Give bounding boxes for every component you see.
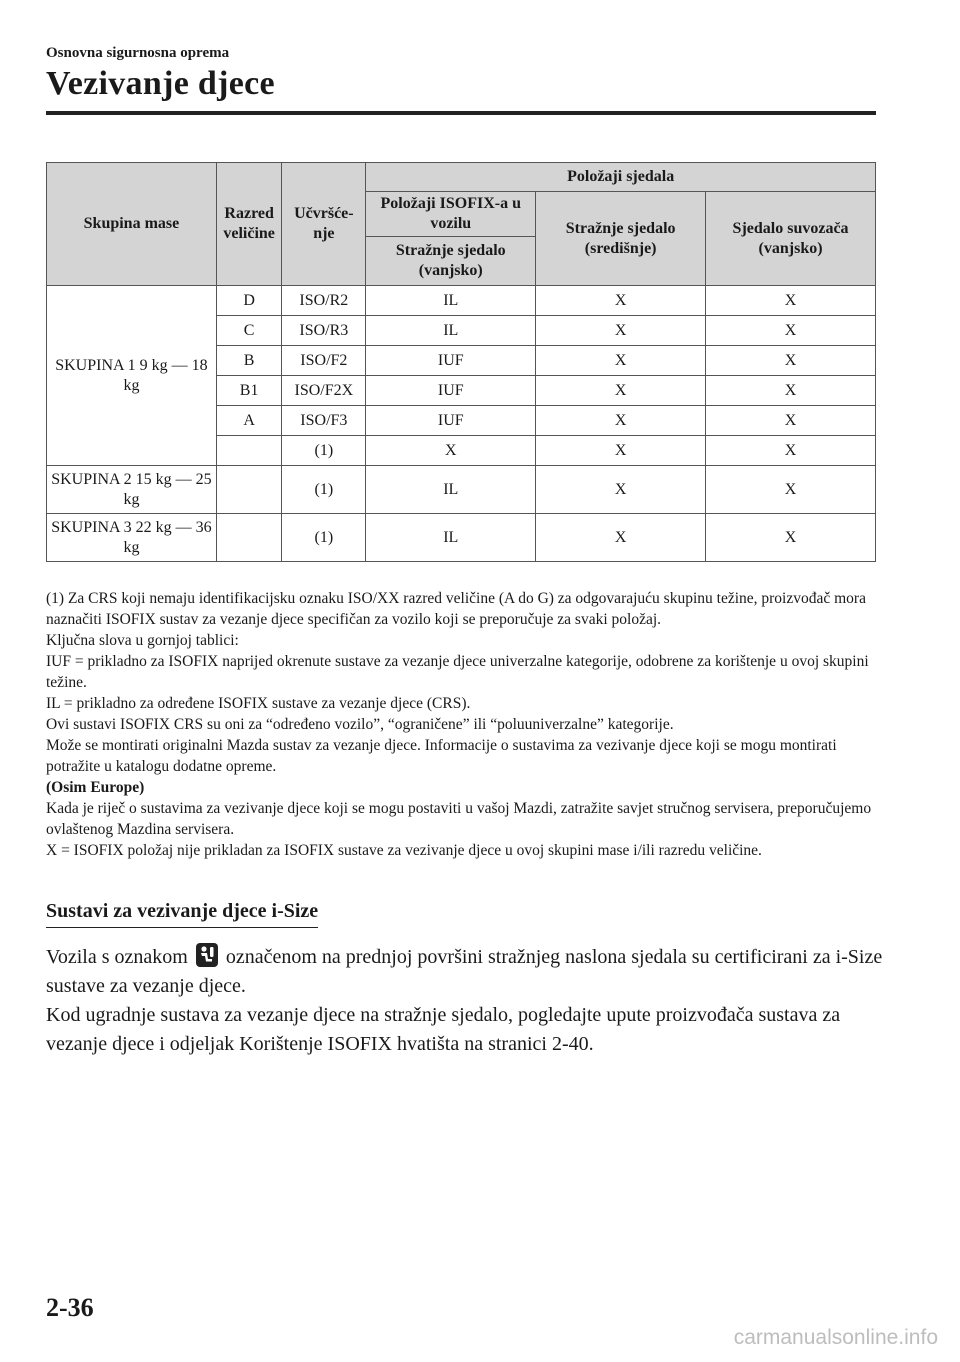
isize-seat-icon [195,942,219,968]
header-mass-group: Skupina mase [47,163,217,286]
front-passenger-cell: X [706,466,876,514]
except-europe: (Osim Europe) [46,779,145,796]
table-row [47,514,876,562]
size-cell: D [216,286,282,316]
fixture-cell: ISO/F2X [282,376,366,406]
rear-center-cell: X [536,514,706,562]
rear-outer-cell: IL [366,286,536,316]
rear-outer-cell: IL [366,466,536,514]
header-fixture: Učvršće-nje [282,163,366,286]
iuf-definition: IUF = prikladno za ISOFIX naprijed okrenute sustave za vezanje djece univerzalne kategorije, odobrene za korištenje u ovoj skupini težine. [46,653,869,691]
isize-text-before: Vozila s oznakom [46,946,188,968]
group1-label: SKUPINA 1 9 kg — 18 kg [47,286,217,466]
size-cell: B1 [216,376,282,406]
rear-center-cell: X [536,316,706,346]
table-notes [46,588,886,861]
header-seat-positions: Položaji sjedala [366,163,876,192]
rear-outer-cell: IUF [366,346,536,376]
title-rule [46,111,876,115]
rear-outer-cell: X [366,436,536,466]
size-cell [216,514,282,562]
front-passenger-cell: X [706,316,876,346]
rear-outer-cell: IUF [366,376,536,406]
rear-center-cell: X [536,376,706,406]
fixture-cell: ISO/F3 [282,406,366,436]
header-front-passenger: Sjedalo suvozača (vanjsko) [706,192,876,286]
size-cell: A [216,406,282,436]
header-rear-center: Stražnje sjedalo (središnje) [536,192,706,286]
fixture-cell: ISO/F2 [282,346,366,376]
page-header [46,44,876,115]
fixture-cell: (1) [282,436,366,466]
dealer-note: Kada je riječ o sustavima za vezivanje djece koji se mogu postaviti u vašoj Mazdi, zatražite savjet stručnog servisera, preporučujemo ovlaštenog Mazdina servisera. [46,800,872,838]
rear-center-cell: X [536,466,706,514]
footnote: (1) Za CRS koji nemaju identifikacijsku oznaku ISO/XX razred veličine (A do G) za odgovarajuću skupinu težine, proizvođač mora naznačiti ISOFIX sustav za vezanje djece specifičan za vozilo koji se preporučuje za svaki položaj. [46,590,866,628]
watermark: carmanualsonline.info [733,1326,938,1349]
front-passenger-cell: X [706,436,876,466]
section-name: Osnovna sigurnosna oprema [46,45,230,61]
fixture-cell: ISO/R3 [282,316,366,346]
rear-center-cell: X [536,286,706,316]
fixture-cell: ISO/R2 [282,286,366,316]
table-row [47,466,876,514]
size-cell [216,436,282,466]
rear-center-cell: X [536,406,706,436]
group3-label: SKUPINA 3 22 kg — 36 kg [47,514,217,562]
isize-body [46,942,886,1059]
front-passenger-cell: X [706,514,876,562]
mazda-note: Može se montirati originalni Mazda sustav za vezanje djece. Informacije o sustavima za vezivanje djece koji se mogu montirati potražite u katalogu dodatne opreme. [46,737,837,775]
isize-paragraph-1 [46,942,886,1001]
size-cell [216,466,282,514]
front-passenger-cell: X [706,286,876,316]
front-passenger-cell: X [706,406,876,436]
isize-paragraph-2: Kod ugradnje sustava za vezanje djece na stražnje sjedalo, pogledajte upute proizvođača sustava za vezanje djece i odjeljak Korištenje ISOFIX hvatišta na stranici 2-40. [46,1004,841,1055]
header-size-class: Razred veličine [216,163,282,286]
isofix-table [46,162,876,562]
il-definition: IL = prikladno za određene ISOFIX sustave za vezanje djece (CRS). [46,695,471,712]
rear-center-cell: X [536,346,706,376]
front-passenger-cell: X [706,346,876,376]
rear-outer-cell: IUF [366,406,536,436]
rear-center-cell: X [536,436,706,466]
fixture-cell: (1) [282,466,366,514]
size-cell: B [216,346,282,376]
page-number: 2-36 [46,1293,94,1322]
size-cell: C [216,316,282,346]
page-title: Vezivanje djece [46,65,275,102]
isize-text-after: označenom na prednjoj površini stražnjeg naslona sjedala su certificirani za i-Size sustave za vezanje djece. [46,946,883,997]
keys-intro: Ključna slova u gornjoj tablici: [46,632,239,649]
group2-label: SKUPINA 2 15 kg — 25 kg [47,466,217,514]
x-definition: X = ISOFIX položaj nije prikladan za ISOFIX sustave za vezivanje djece u ovoj skupini mase i/ili razredu veličine. [46,842,762,859]
header-isofix-positions: Položaji ISOFIX-a u vozilu [366,192,536,237]
isize-section [46,898,886,1059]
header-rear-outer: Stražnje sjedalo (vanjsko) [366,237,536,286]
fixture-cell: (1) [282,514,366,562]
front-passenger-cell: X [706,376,876,406]
il-detail: Ovi sustavi ISOFIX CRS su oni za “određeno vozilo”, “ograničene” ili “poluuniverzalne” kategorije. [46,716,674,733]
isize-title: Sustavi za vezivanje djece i-Size [46,898,318,928]
rear-outer-cell: IL [366,514,536,562]
table-row [47,286,876,316]
rear-outer-cell: IL [366,316,536,346]
